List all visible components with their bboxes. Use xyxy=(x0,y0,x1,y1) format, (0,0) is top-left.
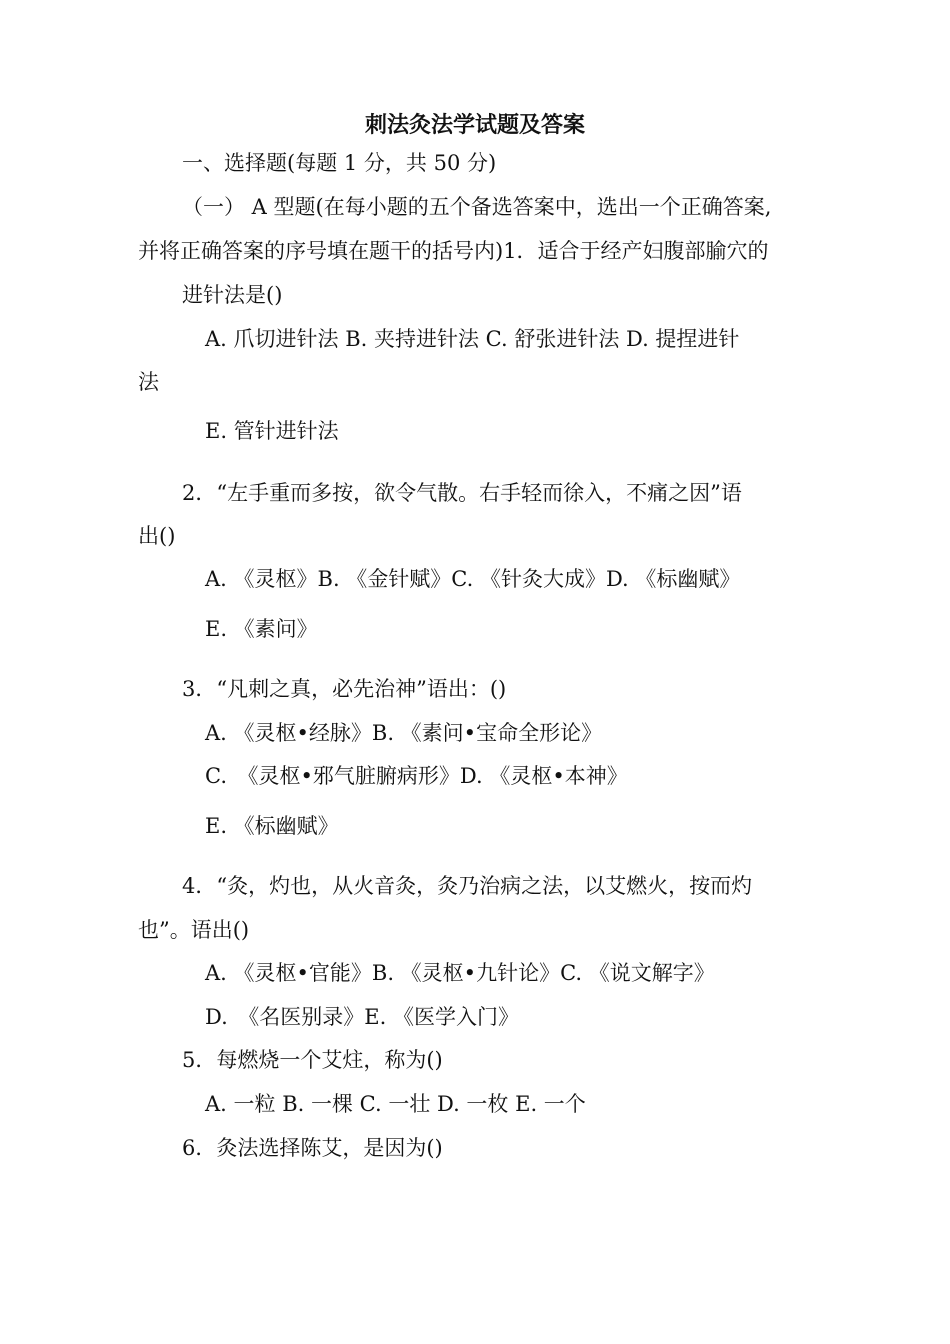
question-stem-line: 也”。语出() xyxy=(138,918,250,942)
question-option-line: A. 《灵枢•官能》B. 《灵枢•九针论》C. 《说文解字》 xyxy=(205,961,715,985)
question-stem-line: 出() xyxy=(138,524,176,548)
question-option-line: E. 《标幽赋》 xyxy=(205,814,339,838)
section-heading: 一、选择题(每题 1 分，共 50 分) xyxy=(182,151,497,175)
question-stem-line: 5．每燃烧一个艾炷，称为() xyxy=(182,1048,443,1072)
question-stem-line: 6．灸法选择陈艾，是因为() xyxy=(182,1136,443,1160)
question-option-line: A. 《灵枢•经脉》B. 《素问•宝命全形论》 xyxy=(205,721,603,745)
question-option-line: E. 《素问》 xyxy=(205,617,318,641)
document-title: 刺法灸法学试题及答案 xyxy=(365,112,586,138)
instructions-line-1: （一） A 型题(在每小题的五个备选答案中，选出一个正确答案, xyxy=(182,195,772,219)
instructions-line-2: 并将正确答案的序号填在题干的括号内)1．适合于经产妇腹部腧穴的 xyxy=(138,239,769,263)
question-option-line: D. 《名医别录》E. 《医学入门》 xyxy=(205,1005,519,1029)
question-option-line: E. 管针进针法 xyxy=(205,419,339,443)
question-option-line: A. 一粒 B. 一棵 C. 一壮 D. 一枚 E. 一个 xyxy=(205,1092,586,1116)
question-stem-line: 进针法是() xyxy=(182,283,283,307)
question-option-line: A. 《灵枢》B. 《金针赋》C. 《针灸大成》D. 《标幽赋》 xyxy=(205,567,741,591)
question-option-line: C. 《灵枢•邪气脏腑病形》D. 《灵枢•本神》 xyxy=(205,764,628,788)
question-stem-line: 2．“左手重而多按，欲令气散。右手轻而徐入，不痛之因”语 xyxy=(182,481,742,505)
question-stem-line: 3．“凡刺之真，必先治神”语出：() xyxy=(182,677,507,701)
question-stem-line: 4．“灸，灼也，从火音灸，灸乃治病之法，以艾燃火，按而灼 xyxy=(182,874,753,898)
question-option-line: 法 xyxy=(138,370,159,394)
question-option-line: A. 爪切进针法 B. 夹持进针法 C. 舒张进针法 D. 提捏进针 xyxy=(205,327,740,351)
